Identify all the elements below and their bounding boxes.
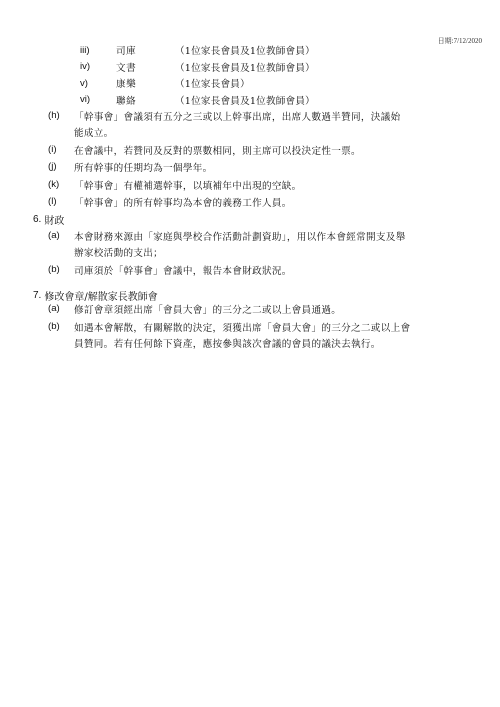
role-note: （1位家長會員及1位教師會員） — [175, 62, 315, 74]
section-title: 財政 — [44, 216, 65, 227]
section-7-item-a — [48, 303, 410, 319]
section-6-item-b — [48, 264, 406, 280]
clause-marker: (j) — [48, 161, 57, 172]
section-7-item-b — [48, 321, 410, 353]
clause-text-line: 在會議中，若贊同及反對的票數相同，則主席可以投決定性一票。 — [74, 145, 361, 157]
role-note: （1位家長會員及1位教師會員） — [175, 95, 315, 107]
item-text-line: 如遇本會解散，有關解散的決定，須獲出席「會員大會」的三分之二或以上會 — [74, 322, 411, 334]
clause-text-line: 「幹事會」會議須有五分之三或以上幹事出席，出席人數過半贊同，決議始 — [74, 112, 401, 123]
section-title: 修改會章/解散家長教師會 — [44, 292, 158, 303]
item-text-line: 修訂會章須經出席「會員大會」的三分之二或以上會員通過。 — [74, 305, 342, 316]
clause-j — [48, 161, 401, 177]
clause-text-line: 所有幹事的任期均為一個學年。 — [74, 163, 213, 174]
section-6-item-a — [48, 230, 406, 262]
section-6-items — [48, 230, 406, 281]
section-6-heading — [33, 212, 64, 227]
section-number: 6. — [33, 214, 42, 225]
role-list — [80, 42, 315, 108]
date-header: 日期:7/12/2020 — [437, 37, 482, 45]
clause-marker: (i) — [48, 143, 57, 155]
role-item — [80, 59, 315, 76]
clause-h — [48, 110, 401, 142]
role-number: vi) — [80, 94, 91, 106]
clause-text-line: 「幹事會」的所有幹事均為本會的義務工作人員。 — [74, 198, 292, 209]
role-title: 康樂 — [116, 79, 137, 91]
item-marker: (a) — [48, 303, 60, 314]
item-marker: (b) — [48, 263, 60, 275]
role-title: 文書 — [116, 62, 137, 74]
item-text-line: 本會財務來源由「家庭與學校合作活動計劃資助」，用以作本會經常開支及舉 — [74, 232, 406, 243]
role-number: iii) — [80, 44, 90, 56]
section-number: 7. — [33, 290, 42, 301]
role-item — [80, 92, 315, 109]
clause-marker: (h) — [48, 110, 60, 121]
clause-i — [48, 144, 401, 160]
role-item — [80, 75, 315, 92]
clause-text-line: 「幹事會」有權補選幹事，以填補年中出現的空缺。 — [74, 180, 302, 192]
clause-list — [48, 110, 401, 214]
clause-text-line: 能成立。 — [74, 128, 114, 139]
item-text-line: 員贊同。若有任何餘下資產，應按參與該次會議的會員的議決去執行。 — [74, 338, 381, 350]
clause-l — [48, 196, 401, 212]
role-note: （1位家長會員及1位教師會員） — [175, 46, 315, 58]
role-title: 司庫 — [116, 46, 137, 58]
clause-k — [48, 179, 401, 195]
item-marker: (b) — [48, 320, 60, 332]
role-number: v) — [80, 77, 88, 89]
item-marker: (a) — [48, 230, 60, 241]
section-7-items — [48, 303, 410, 354]
item-text-line: 辦家校活動的支出； — [74, 248, 164, 259]
clause-marker: (l) — [48, 196, 57, 207]
role-item — [80, 42, 315, 59]
clause-marker: (k) — [48, 178, 60, 190]
role-title: 聯絡 — [116, 95, 137, 107]
item-text-line: 司庫須於「幹事會」會議中，報告本會財政狀況。 — [74, 265, 292, 277]
role-note: （1位家長會員） — [175, 79, 250, 91]
section-7-heading — [33, 288, 158, 303]
role-number: iv) — [80, 61, 91, 73]
